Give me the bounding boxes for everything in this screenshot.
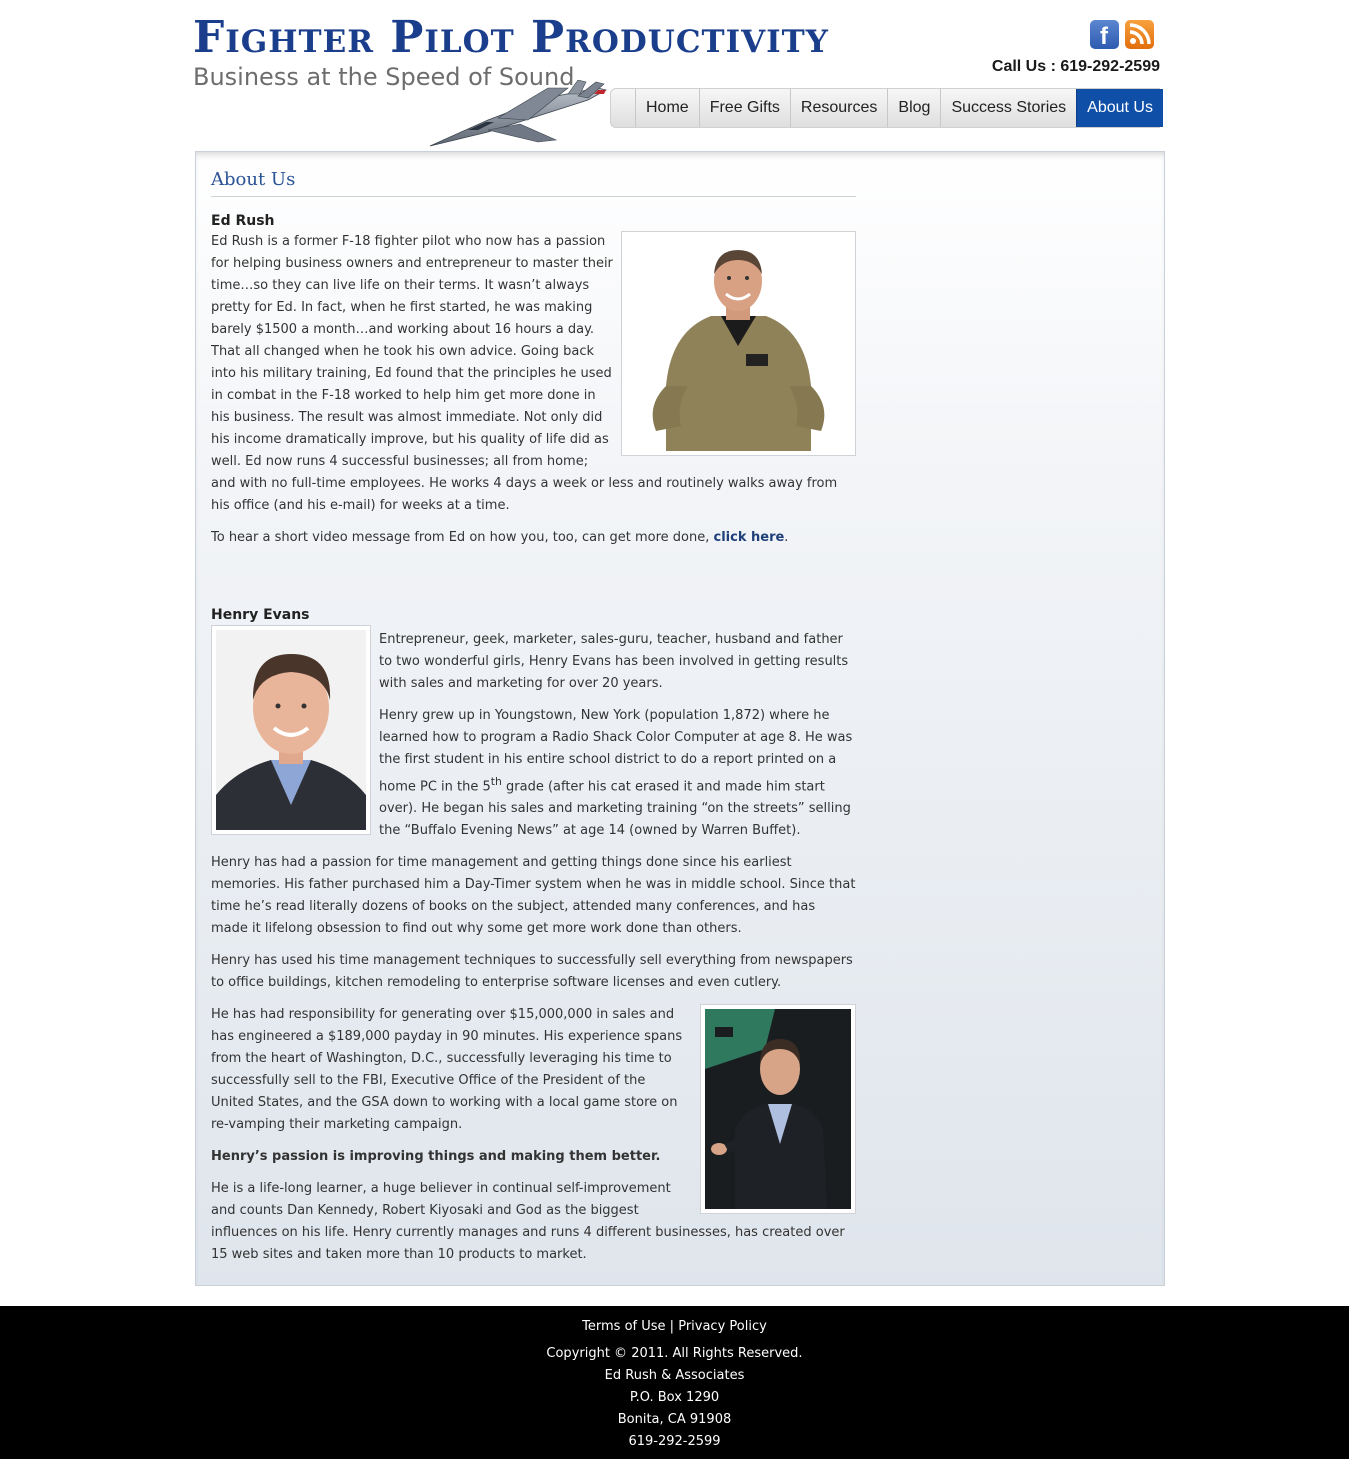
footer-company: Ed Rush & Associates: [604, 1368, 745, 1383]
site-title[interactable]: Fighter Pilot Productivity: [193, 12, 829, 63]
main-content: [211, 166, 856, 1276]
ed-video-suffix: .: [784, 530, 789, 545]
svg-text:f: f: [1100, 23, 1108, 49]
terms-of-use-link[interactable]: Terms of Use: [582, 1319, 666, 1334]
privacy-policy-link[interactable]: Privacy Policy: [678, 1319, 767, 1334]
page-title: About Us: [211, 166, 856, 197]
ed-rush-heading: Ed Rush: [211, 213, 275, 229]
site-tagline: Business at the Speed of Sound: [193, 63, 575, 91]
henry-background-a: Henry grew up in Youngstown, New York (population 1,872) where he learned how to program a Radio Shack Color Computer at age 8. He was the first student in his entire school district to do a report printed on a home PC in the 5: [379, 708, 853, 795]
nav-blog[interactable]: Blog: [887, 89, 940, 127]
henry-time-management: Henry has had a passion for time management and getting things done since his earliest memories. His father purchased him a Day-Timer system when he was in middle school. Since that time he’s read literally dozens of books on the subject, attended many conferences, and has made it lifelong obsession to find out why some get more work done than others.: [211, 855, 856, 937]
henry-evans-speaking-photo: [700, 1004, 856, 1214]
henry-background-sup: th: [490, 775, 502, 788]
rss-icon[interactable]: [1125, 20, 1154, 49]
footer: [0, 1306, 1349, 1459]
henry-passion: Henry’s passion is improving things and making them better.: [211, 1149, 661, 1165]
footer-pobox: P.O. Box 1290: [629, 1390, 720, 1405]
footer-links: [0, 1318, 1349, 1336]
henry-results: He has had responsibility for generating over $15,000,000 in sales and has engineered a $189,000 payday in 90 minutes. His experience spans from the heart of Washington, D.C., successfully leveraging his time to successfully sell to the FBI, Executive Office of the President of the United States, and the GSA down to working with a local game store on re-vamping their marketing campaign.: [211, 1007, 683, 1133]
facebook-icon[interactable]: [1090, 20, 1119, 49]
nav-home[interactable]: Home: [635, 89, 699, 127]
nav-about-us[interactable]: About Us: [1076, 89, 1163, 127]
footer-phone: 619-292-2599: [628, 1434, 721, 1449]
footer-link-separator: |: [665, 1319, 679, 1334]
click-here-link[interactable]: click here: [713, 530, 785, 545]
footer-info: [0, 1343, 1349, 1453]
henry-intro: Entrepreneur, geek, marketer, sales-guru, teacher, husband and father to two wonderful girls, Henry Evans has been involved in getting results with sales and marketing for over 20 years.: [379, 632, 849, 691]
henry-sales: Henry has used his time management techniques to successfully sell everything from newspapers to office buildings, kitchen remodeling to enterprise software licenses and even cutlery.: [211, 953, 853, 991]
ed-video-paragraph: [211, 527, 856, 549]
nav-free-gifts[interactable]: Free Gifts: [699, 89, 790, 127]
footer-city: Bonita, CA 91908: [617, 1412, 732, 1427]
nav-resources[interactable]: Resources: [790, 89, 887, 127]
fighter-jet-logo: [428, 80, 610, 150]
main-nav: [610, 88, 1160, 128]
ed-rush-photo: [621, 231, 856, 456]
ed-video-text: To hear a short video message from Ed on how you, too, can get more done,: [211, 530, 714, 545]
ed-rush-bio: Ed Rush is a former F-18 fighter pilot who now has a passion for helping business owners and entrepreneur to master their time…so they can live life on their terms. It wasn’t always pretty for Ed. In fact, when he first started, he was making barely $1500 a month…and working about 16 hours a day. That all changed when he took his own advice. Going back into his military training, Ed found that the principles he used in combat in the F-18 worked to help him get more done in his business. The result was almost immediate. Not only did his income dramatically improve, but his quality of life did as well. Ed now runs 4 successful businesses; all from home; and with no full-time employees. He works 4 days a week or less and routinely walks away from his office (and his e-mail) for weeks at a time.: [211, 234, 838, 513]
call-us-phone: Call Us : 619-292-2599: [991, 58, 1160, 75]
henry-evans-headshot: [211, 625, 371, 835]
henry-learner: He is a life-long learner, a huge believer in continual self-improvement and counts Dan Kennedy, Robert Kiyosaki and God as the biggest influences on his life. Henry currently manages and runs 4 different businesses, has created over 15 web sites and taken more than 10 products to market.: [211, 1181, 845, 1263]
nav-success-stories[interactable]: Success Stories: [940, 89, 1076, 127]
footer-copyright: Copyright © 2011. All Rights Reserved.: [546, 1346, 803, 1361]
henry-evans-heading: Henry Evans: [211, 607, 310, 623]
henry-background-b: grade (after his cat erased it and made him start over). He began his sales and marketing training “on the streets” selling the “Buffalo Evening News” at age 14 (owned by Warren Buffet).: [379, 779, 851, 839]
